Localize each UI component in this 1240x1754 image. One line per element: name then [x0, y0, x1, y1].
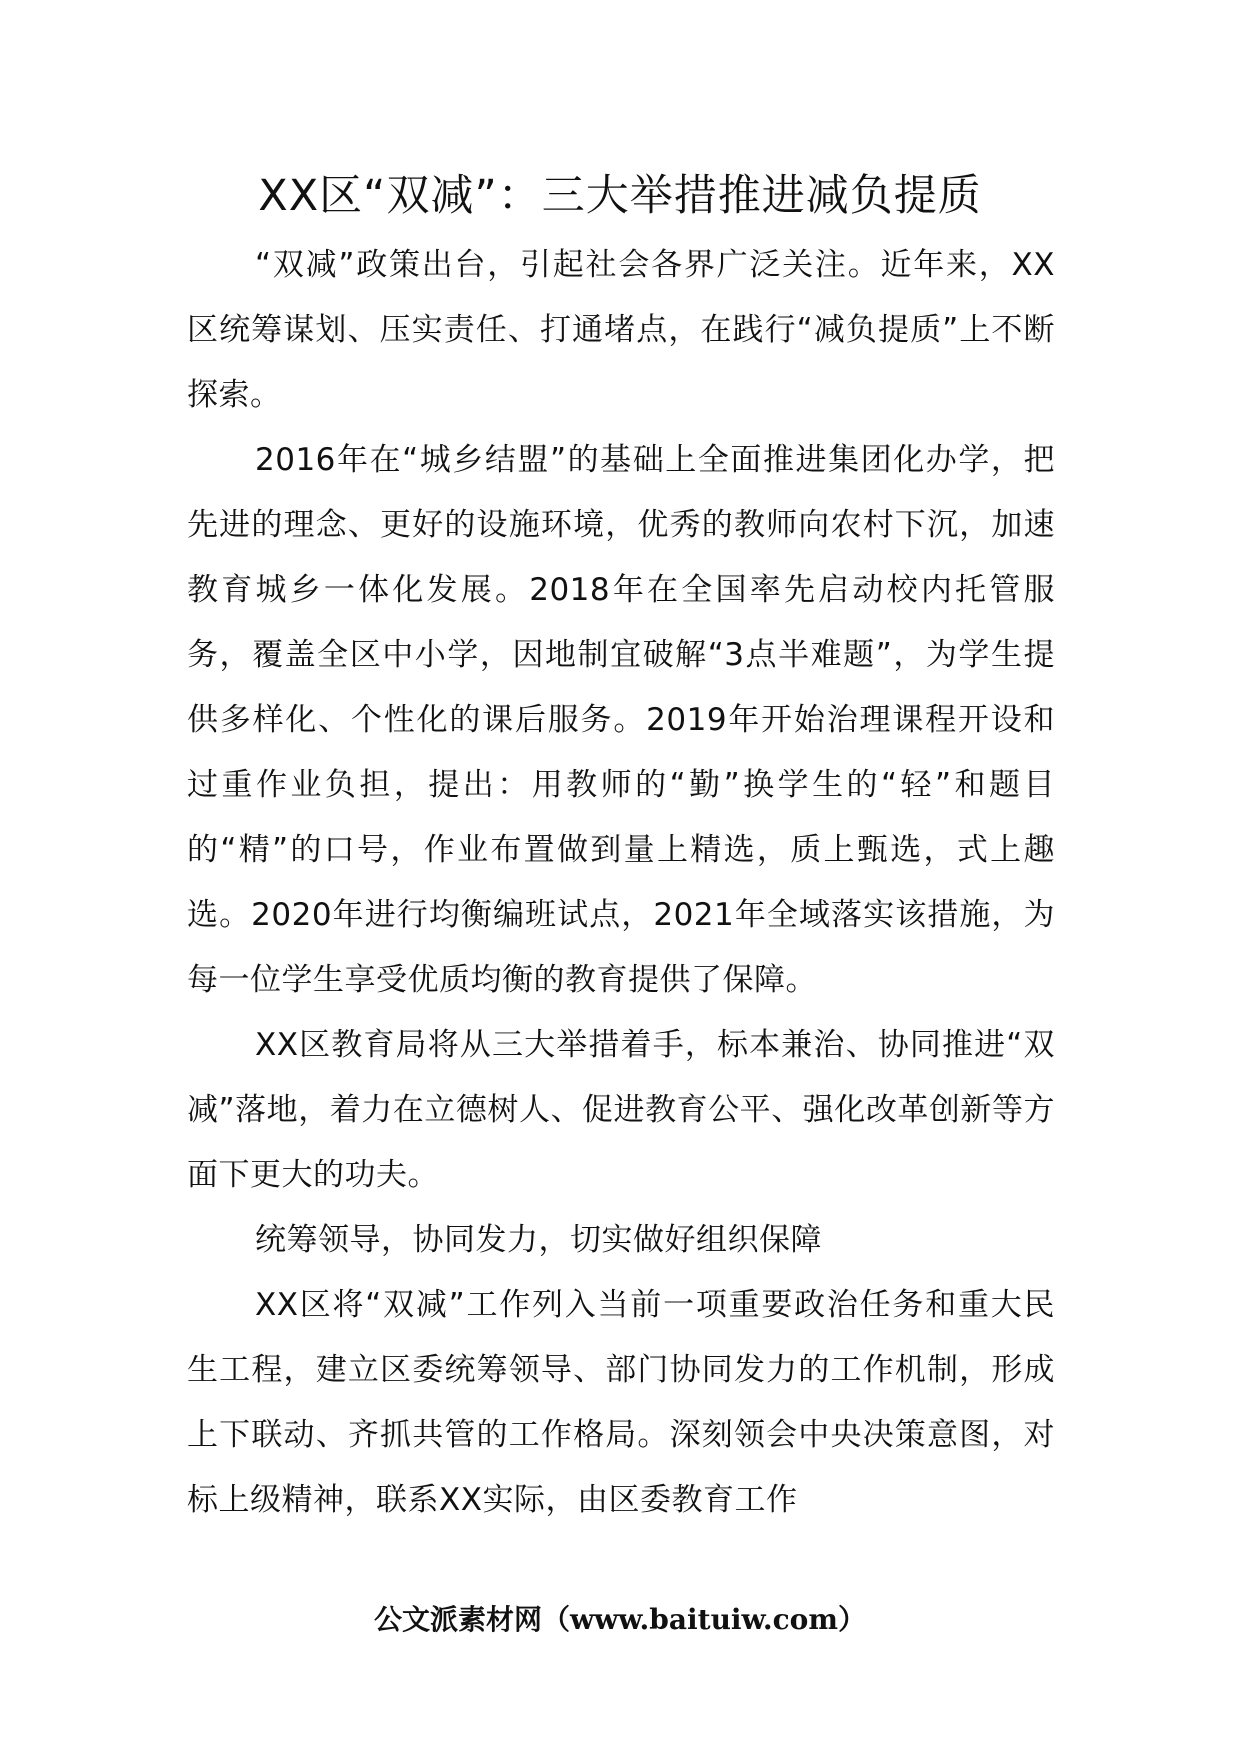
- paragraph-intro: “双减”政策出台，引起社会各界广泛关注。近年来，XX区统筹谋划、压实责任、打通堵点，在践行“减负提质”上不断探索。: [187, 247, 1055, 413]
- paragraph-measures: XX区教育局将从三大举措着手，标本兼治、协同推进“双减”落地，着力在立德树人、促进教育公平、强化改革创新等方面下更大的功夫。: [187, 1027, 1055, 1193]
- document-body: [187, 233, 1055, 1533]
- paragraph-organization: XX区将“双减”工作列入当前一项重要政治任务和重大民生工程，建立区委统筹领导、部门协同发力的工作机制，形成上下联动、齐抓共管的工作格局。深刻领会中央决策意图，对标上级精神，联系XX实际，由区委教育工作: [187, 1287, 1055, 1518]
- footer-watermark: 公文派素材网（www.baituiw.com）: [374, 1603, 866, 1636]
- document-title: XX区“双减”：三大举措推进减负提质: [258, 171, 982, 221]
- paragraph-history: 2016年在“城乡结盟”的基础上全面推进集团化办学，把先进的理念、更好的设施环境，优秀的教师向农村下沉，加速教育城乡一体化发展。2018年在全国率先启动校内托管服务，覆盖全区中小学，因地制宜破解“3点半难题”，为学生提供多样化、个性化的课后服务。2019年开始治理课程开设和过重作业负担，提出：用教师的“勤”换学生的“轻”和题目的“精”的口号，作业布置做到量上精选，质上甄选，式上趣选。2020年进行均衡编班试点，2021年全域落实该措施，为每一位学生享受优质均衡的教育提供了保障。: [187, 442, 1055, 998]
- section-heading: 统筹领导，协同发力，切实做好组织保障: [255, 1222, 822, 1258]
